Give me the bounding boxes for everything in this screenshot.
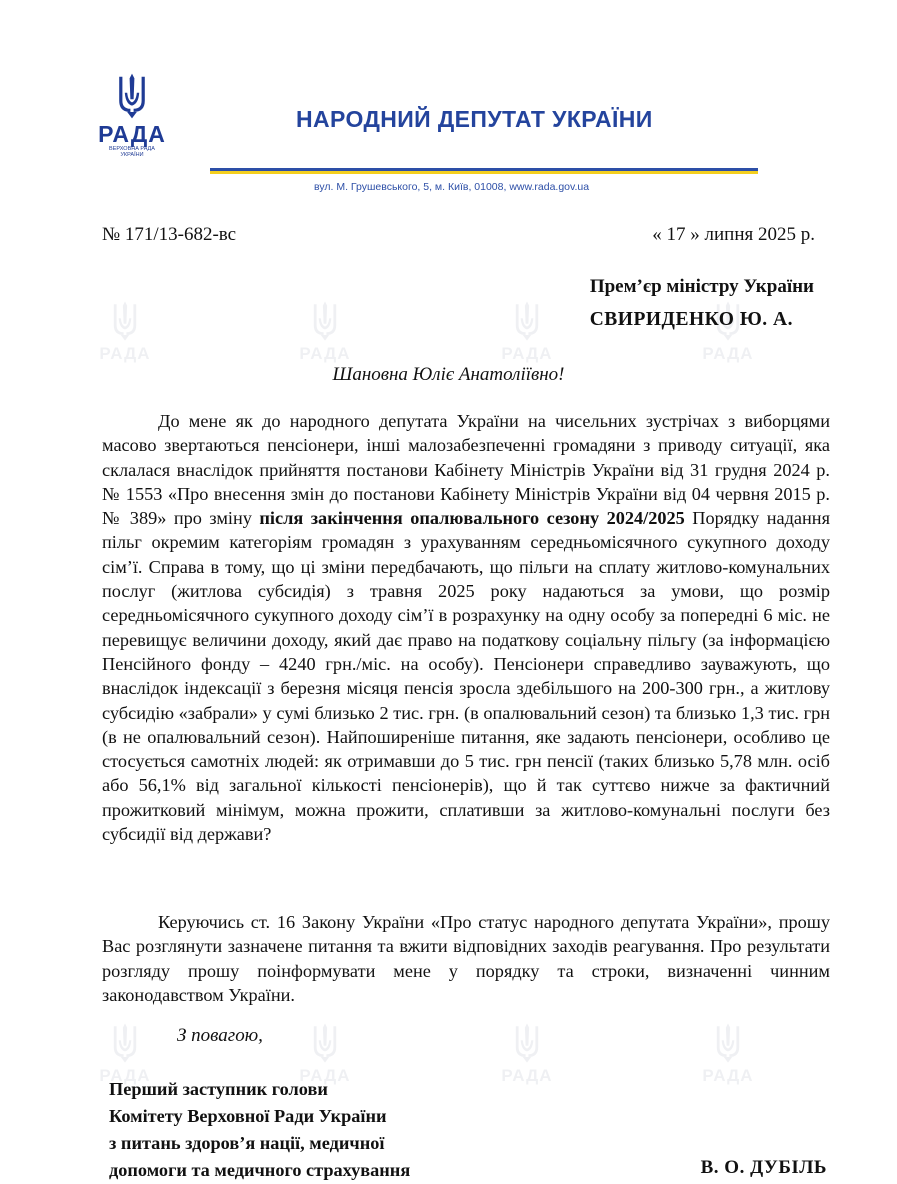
signer-title-line: допомоги та медичного страхування [109, 1160, 411, 1180]
trident-watermark-icon [310, 300, 340, 342]
trident-icon [115, 72, 149, 120]
trident-watermark-icon [310, 1022, 340, 1064]
signer-title-line: Перший заступник голови [109, 1079, 328, 1099]
logo-subtitle-line2: УКРАЇНИ [120, 152, 144, 158]
salutation: Шановна Юліє Анатоліївно! [332, 364, 565, 385]
signer-title-line: з питань здоров’я нації, медичної [109, 1133, 385, 1153]
trident-watermark-icon [512, 1022, 542, 1064]
trident-watermark-icon [110, 300, 140, 342]
document-number: № 171/13-682-вс [102, 224, 237, 245]
watermark-text: РАДА [501, 1066, 553, 1085]
closing: З повагою, [177, 1025, 263, 1046]
watermark-text: РАДА [702, 344, 754, 363]
rada-logo [92, 72, 172, 158]
body-p1-text-start: До мене як до народного депутата України на чисельних зустрічах з виборцями масово звертаються пенсіонери, інші малозабезпеченні громадяни з приводу ситуації, яка склалася внаслідок прийняття постанови Кабінету Міністрів України від 31 грудня 2024 р. № 1553 «Про внесення змін до постанови Кабінету Міністрів України від 04 червня 2015 р. № 389» про зміну [102, 411, 830, 529]
signer-title [109, 1076, 410, 1184]
trident-watermark-icon [512, 300, 542, 342]
watermark [290, 300, 360, 364]
body-paragraph-1 [102, 409, 830, 846]
watermark-text: РАДА [299, 1066, 351, 1085]
logo-text: РАДА [98, 121, 166, 147]
signer-name: В. О. ДУБІЛЬ [700, 1157, 827, 1178]
letterhead-address: вул. М. Грушевського, 5, м. Київ, 01008, www.rada.gov.ua [314, 181, 590, 193]
trident-watermark-icon [713, 1022, 743, 1064]
watermark-text: РАДА [702, 1066, 754, 1085]
body-p1-text-end: Порядку надання пільг окремим категоріям громадян з урахуванням середньомісячного сукупного доходу сім’ї. Справа в тому, що ці зміни передбачають, що пільги на сплату житлово-комунальних послуг (житлова субсидія) з травня 2025 року надаються за умови, що розмір середньомісячного сукупного доходу сім’ї в розрахунку на одну особу за попередні 6 міс. не перевищує величини доходу, який дає право на податкову соціальну пільгу (за інформацією Пенсійного фонду – 4240 грн./міс. на особу). Пенсіонери справедливо зауважують, що внаслідок індексації з березня місяця пенсія зросла здебільшого на 200-300 грн., а житлову субсидію «забрали» у сумі близько 2 тис. грн. (в опалювальний сезон) та близько 1,3 тис. грн (в не опалювальний сезон). Найпоширеніше питання, яке задають пенсіонери, особливо це стосується самотніх людей: як отримавши до 5 тис. грн пенсії (таких близько 5,78 млн. осіб або 56,1% від загальної кількості пенсіонерів), що й так суттєво нижче за фактичний прожитковий мінімум, можна прожити, сплативши за житлово-комунальні послуги без субсидії від держави? [102, 508, 830, 845]
body-p1-bold-text: після закінчення опалювального сезону 2024/2025 [259, 508, 685, 529]
watermark [693, 1022, 763, 1086]
watermark [90, 300, 160, 364]
logo-subtitle-line1: ВЕРХОВНА РАДА [109, 146, 155, 152]
document-date: « 17 » липня 2025 р. [652, 224, 815, 245]
signer-title-line: Комітету Верховної Ради України [109, 1106, 387, 1126]
letterhead-title: НАРОДНИЙ ДЕПУТАТ УКРАЇНИ [296, 106, 653, 132]
watermark-text: РАДА [299, 344, 351, 363]
watermark [492, 300, 562, 364]
letterhead-divider-yellow [210, 171, 758, 174]
watermark [492, 1022, 562, 1086]
watermark-text: РАДА [501, 344, 553, 363]
body-paragraph-2: Керуючись ст. 16 Закону України «Про статус народного депутата України», прошу Вас розглянути зазначене питання та вжити відповідних заходів реагування. Про результати розгляду прошу поінформувати мене у порядку та строки, визначенні чинним законодавством України. [102, 912, 830, 1005]
watermark-text: РАДА [99, 344, 151, 363]
recipient-name: СВИРИДЕНКО Ю. А. [589, 309, 793, 330]
recipient-position: Прем’єр міністру України [589, 276, 814, 297]
watermark-text: РАДА [99, 1066, 151, 1085]
trident-watermark-icon [110, 1022, 140, 1064]
